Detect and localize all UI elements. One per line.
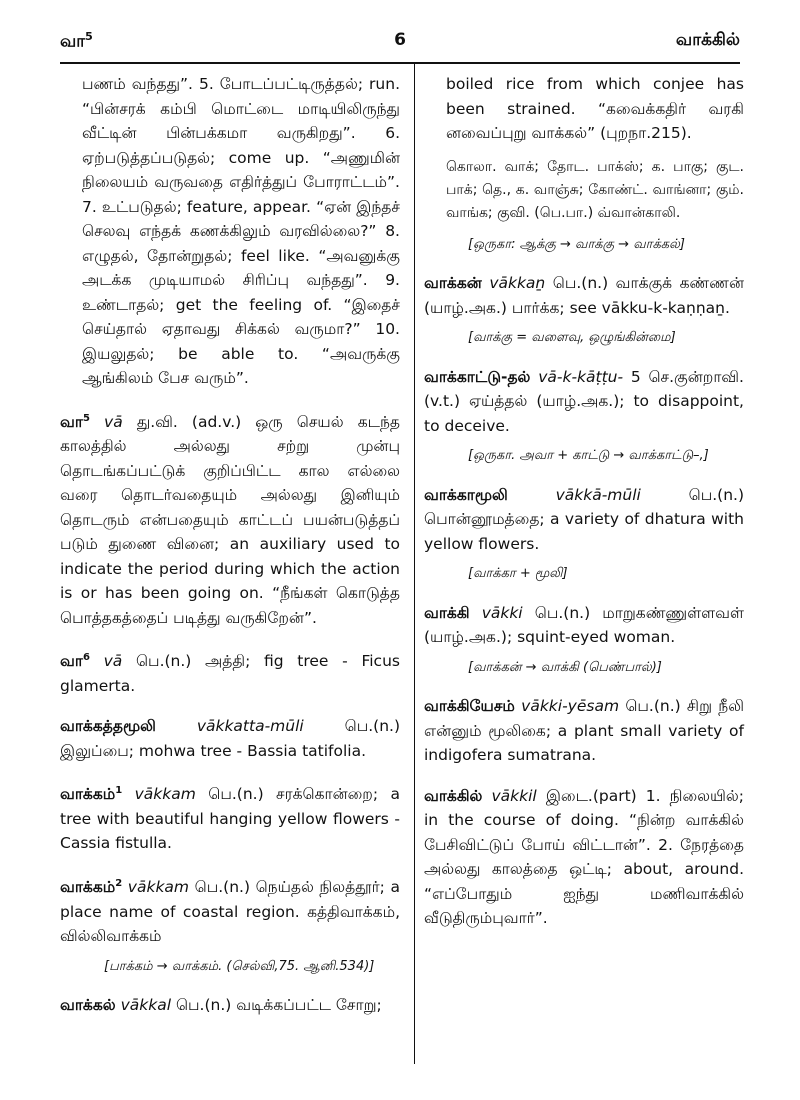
entry-headword: வா$^6$ <box>60 652 90 671</box>
entry-definition: பெ.(n.) சிறு நீலி என்னும் மூலிகை; a plant small variety of indigofera sumatrana. <box>424 697 744 764</box>
dictionary-entry <box>424 365 744 439</box>
dictionary-entry <box>424 601 744 650</box>
dictionary-entry <box>60 993 400 1018</box>
entry-definition: து.வி. (ad.v.) ஒரு செயல் கடந்த காலத்தில் அல்லது சற்று முன்பு தொடங்கப்பட்டுக் குறிப்பிட்ட கால எல்லை வரை தொடர்வதையும் அல்லது இனியும் தொடரும் என்பதையும் காட்டப் பயன்படுத்தப் படும் துணை வினை; an auxiliary used to indicate the period during which the action is or has been going on. “நீங்கள் கொடுத்த பொத்தகத்தைப் படித்து வருகிறேன்”. <box>60 412 401 627</box>
entry-headword: வாக்காமூலி <box>424 485 508 504</box>
entry-headword: வாக்கில் <box>424 786 483 805</box>
entry-definition: இடை.(part) 1. நிலையில்; in the course of doing. “நின்ற வாக்கில் பேசிவிட்டுப் போய் விட்டான்”. 2. நேரத்தை அல்லது காலத்தை ஒட்டி; about, around. “எப்போதும் ஐந்து மணிவாக்கில் வீடுதிரும்புவார்”. <box>424 786 744 927</box>
entry-transliteration: vākkā-mūli <box>555 485 641 504</box>
entry-headword: வாக்கியேசம் <box>424 697 515 715</box>
entry-transliteration: vākki-yēsam <box>521 697 620 715</box>
cognates-list: கொலா. வாக்; தோட. பாக்ஸ்; க. பாகு; குட. பாக்; தெ., க. வாஞ்சு; கோண்ட். வாங்னா; கும். வாங்க; குவி. (பெ.பா.) வ்வான்காலி. <box>446 158 744 221</box>
dictionary-entry <box>60 646 400 698</box>
entry-definition: பெ.(n.) வடிக்கப்பட்ட சோறு; <box>175 996 382 1015</box>
dictionary-entry <box>424 271 744 320</box>
entry-transliteration: vākkam <box>127 878 190 897</box>
page-header <box>60 30 740 60</box>
etymology-note: [வாக்கன் → வாக்கி (பெண்பால்)] <box>468 659 662 675</box>
continued-entry-text: boiled rice from which conjee has been strained. “கவைக்கதிர் வரகி னவைப்புறு வாக்கல்” (புறநா.215). <box>446 75 744 142</box>
entry-headword: வாக்கல் <box>60 996 116 1015</box>
entry-transliteration: vākki <box>481 603 523 622</box>
left-column <box>60 72 400 1034</box>
entry-definition: 5 செ.குன்றாவி. (v.t.) ஏய்த்தல் (யாழ்.அக.); to disappoint, to deceive. <box>424 367 744 435</box>
entry-definition: பெ.(n.) நெய்தல் நிலத்தூர்; a place name of coastal region. கத்திவாக்கம், வில்லிவாக்கம் <box>60 878 400 946</box>
dictionary-entry <box>60 714 400 763</box>
entry-headword: வாக்கன் <box>424 274 482 292</box>
right-column <box>424 72 744 947</box>
dictionary-entry <box>424 483 744 557</box>
header-right-headword: வாக்கில் <box>675 30 740 50</box>
entry-headword: வாக்கம்$^1$ <box>60 785 123 804</box>
entry-transliteration: vā-k-kāṭṭu- <box>538 367 624 386</box>
page-number: 6 <box>394 30 406 50</box>
dictionary-entry <box>60 407 400 631</box>
dictionary-entry <box>424 784 744 931</box>
entry-definition: பெ.(n.) இலுப்பை; mohwa tree - Bassia tatifolia. <box>60 717 400 760</box>
entry-definition: பெ.(n.) வாக்குக் கண்ணன் (யாழ்.அக.) பார்க்க; see vākku-k-kaṇṇaṉ. <box>424 274 744 317</box>
header-left-headword: வா$^5$ <box>60 30 93 52</box>
entry-definition: பெ.(n.) சரக்கொன்றை; a tree with beautiful hanging yellow flowers - Cassia fistulla. <box>60 785 400 853</box>
entry-transliteration: vākkatta-mūli <box>196 717 304 736</box>
etymology-note: [ஒருகா. அவா + காட்டு → வாக்காட்டு–,] <box>468 448 709 463</box>
entry-definition: பெ.(n.) பொன்னூமத்தை; a variety of dhatura with yellow flowers. <box>424 485 744 553</box>
etymology-note: [பாக்கம் → வாக்கம். (செல்வி,75. ஆனி.534)] <box>104 958 375 974</box>
continued-entry-text: பணம் வந்தது”. 5. போடப்பட்டிருத்தல்; run. “பின்சரக் கம்பி மொட்டை மாடியிலிருந்து வீட்டின் பின்பக்கமா வருகிறது”. 6. ஏற்படுத்தப்படுதல்; come up. “அணுமின் நிலையம் வருவதை எதிர்த்துப் போராட்டம்”. 7. உட்படுதல்; feature, appear. “ஏன் இந்தச் செலவு எந்தக் கணக்கிலும் வரவில்லை?” 8. எழுதல், தோன்றுதல்; feel like. “அவனுக்கு அடக்க முடியாமல் சிரிப்பு வந்தது”. 9. உண்டாதல்; get the feeling of. “இதைச் செய்தால் ஏதாவது சிக்கல் வருமா?” 10. இயலுதல்; be able to. “அவருக்கு ஆங்கிலம் பேச வரும்”. <box>82 75 400 387</box>
header-rule <box>60 62 740 64</box>
entry-headword: வாக்காட்டு-தல் <box>424 367 531 386</box>
etymology-note: [ஒருகா: ஆக்கு → வாக்கு → வாக்கல்] <box>468 236 685 252</box>
entry-headword: வாக்கம்$^2$ <box>60 877 123 897</box>
dictionary-entry <box>424 694 744 768</box>
entry-transliteration: vā <box>104 412 123 431</box>
entry-definition: பெ.(n.) அத்தி; fig tree - Ficus glamerta. <box>60 652 400 695</box>
entry-transliteration: vākkam <box>134 785 196 804</box>
entry-transliteration: vākkal <box>120 996 172 1015</box>
entry-headword: வா$^5$ <box>60 412 90 431</box>
dictionary-entry <box>60 779 400 856</box>
entry-transliteration: vākkaṉ <box>489 274 546 292</box>
entry-headword: வாக்கத்தமூலி <box>60 717 156 736</box>
entry-transliteration: vā <box>103 652 123 671</box>
etymology-note: [வாக்கா + மூலி] <box>468 566 568 581</box>
dictionary-entry <box>60 872 400 949</box>
entry-definition: பெ.(n.) மாறுகண்ணுள்ளவள் (யாழ்.அக.); squint-eyed woman. <box>424 603 744 646</box>
etymology-note: [வாக்கு = வளைவு, ஒழுங்கின்மை] <box>468 330 676 345</box>
entry-transliteration: vākkil <box>491 786 537 805</box>
column-divider <box>414 64 415 1064</box>
entry-headword: வாக்கி <box>424 603 470 622</box>
